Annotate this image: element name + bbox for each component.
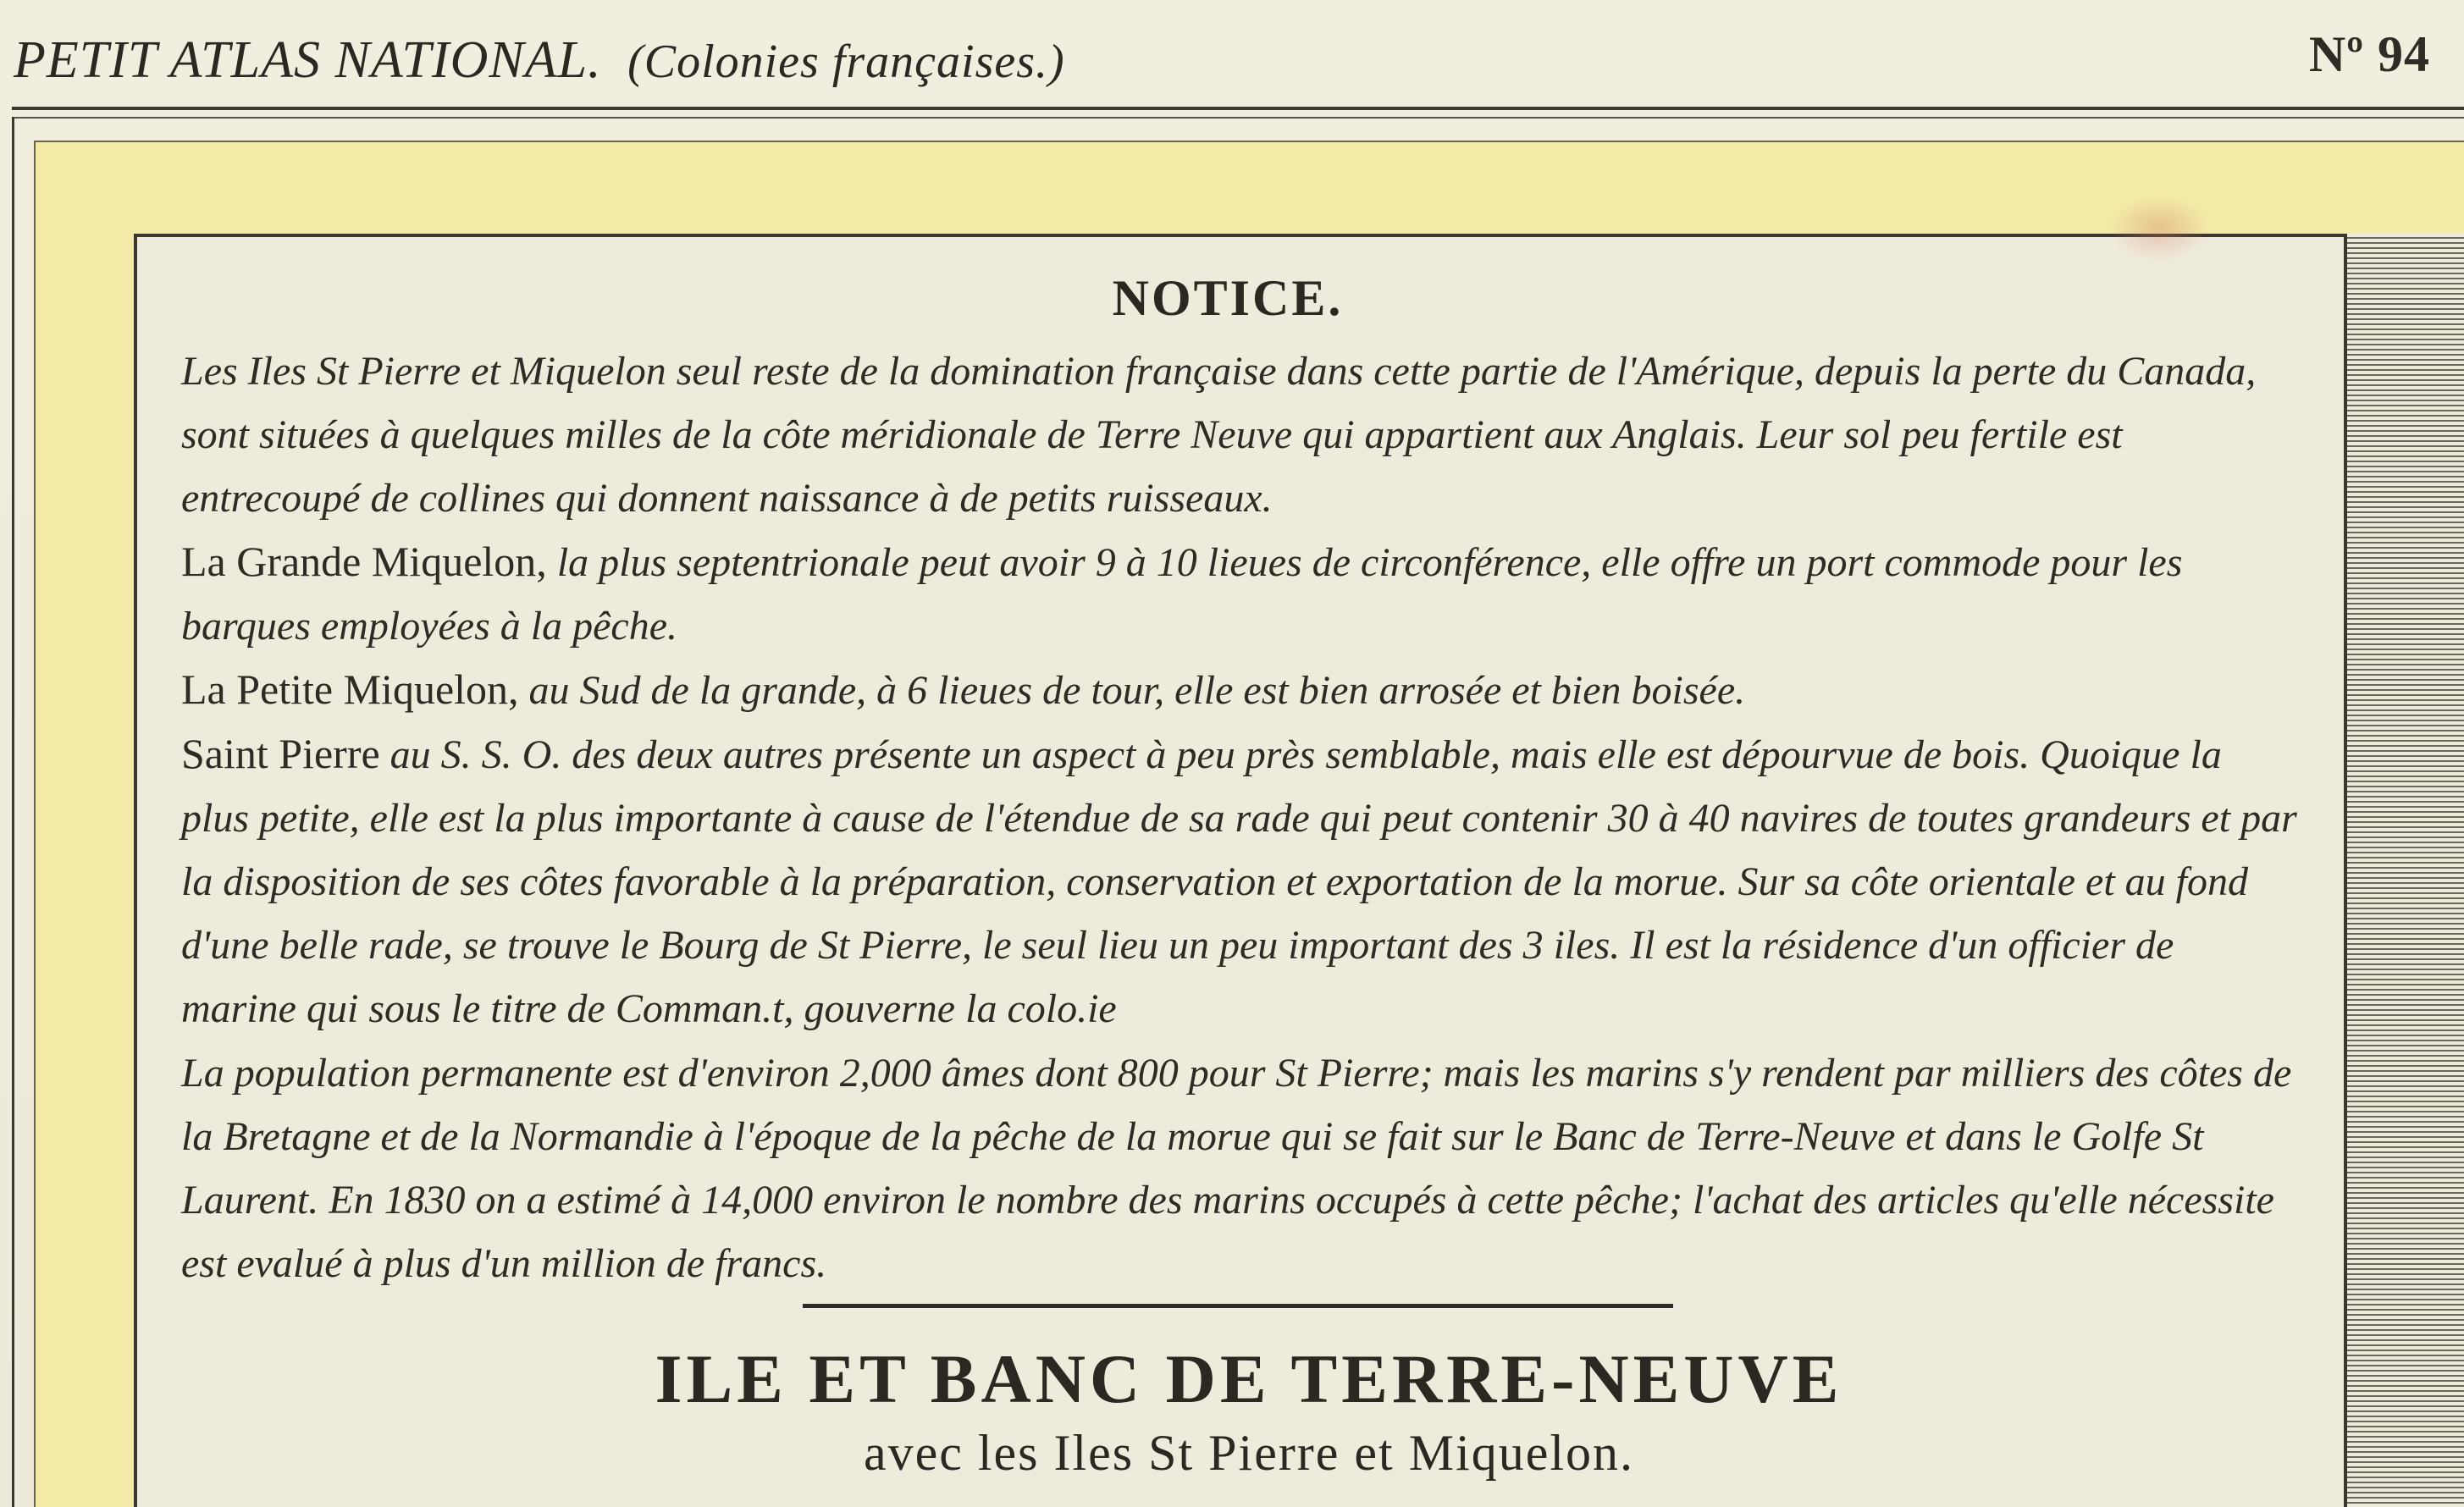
notice-paragraph-4 xyxy=(181,722,2298,1041)
paragraph-lead: Saint Pierre xyxy=(181,730,380,777)
paragraph-text: Les Iles St Pierre et Miquelon seul reste de la domination française dans cette partie de l'Amérique, depuis la perte du Canada, sont situées à quelques milles de la côte méridionale de Terre Neuve qui appartient aux Anglais. Leur sol peu fertile est entrecoupé de collines qui donnent naissance à de petits ruisseaux. xyxy=(181,349,2257,521)
section-label: (Colonies françaises.) xyxy=(627,36,1065,88)
paper-stain xyxy=(2108,195,2210,262)
paragraph-text: au Sud de la grande, à 6 lieues de tour, elle est bien arrosée et bien boisée. xyxy=(528,668,1746,713)
title-separator xyxy=(803,1304,1673,1308)
plate-number: Nº 94 xyxy=(2308,26,2430,82)
atlas-header xyxy=(14,30,1065,91)
map-title: ILE ET BANC DE TERRE-NEUVE xyxy=(655,1340,1843,1417)
notice-paragraph-5 xyxy=(181,1041,2298,1295)
hatched-border xyxy=(2344,234,2464,1507)
atlas-title: PETIT ATLAS NATIONAL. xyxy=(14,31,602,89)
paragraph-lead: La Petite Miquelon, xyxy=(181,665,519,713)
paragraph-text: La population permanente est d'environ 2,000 âmes dont 800 pour St Pierre; mais les marins s'y rendent par milliers des côtes de la Bretagne et de la Normandie à l'époque de la pêche de la morue qui se fait sur le Banc de Terre-Neuve et dans le Golfe St Laurent. En 1830 on a estimé à 14,000 environ le nombre des marins occupés à cette pêche; l'achat des articles qu'elle nécessite est evalué à plus d'un million de francs. xyxy=(181,1051,2292,1286)
notice-paragraph-1 xyxy=(181,339,2298,530)
paragraph-lead: La Grande Miquelon, xyxy=(181,538,547,585)
notice-heading: NOTICE. xyxy=(1112,270,1344,326)
notice-paragraph-3 xyxy=(181,658,2298,722)
notice-body xyxy=(181,339,2298,1295)
paragraph-text: au S. S. O. des deux autres présente un aspect à peu près semblable, mais elle est dépourvue de bois. Quoique la plus petite, elle est la plus importante à cause de l'étendue de sa rade qui peut contenir 30 à 40 navires de toutes grandeurs et par la disposition de ses côtes favorable à la préparation, conservation et exportation de la morue. Sur sa côte orientale et au fond d'une belle rade, se trouve le Bourg de St Pierre, le seul lieu un peu important des 3 iles. Il est la résidence d'un officier de marine qui sous le titre de Comman.t, gouverne la colo.ie xyxy=(181,732,2297,1031)
map-subtitle: avec les Iles St Pierre et Miquelon. xyxy=(863,1425,1635,1481)
notice-paragraph-2 xyxy=(181,530,2298,658)
paragraph-text: la plus septentrionale peut avoir 9 à 10 lieues de circonférence, elle offre un port commode pour les barques employées à la pêche. xyxy=(181,540,2183,649)
header-rule xyxy=(12,107,2464,110)
